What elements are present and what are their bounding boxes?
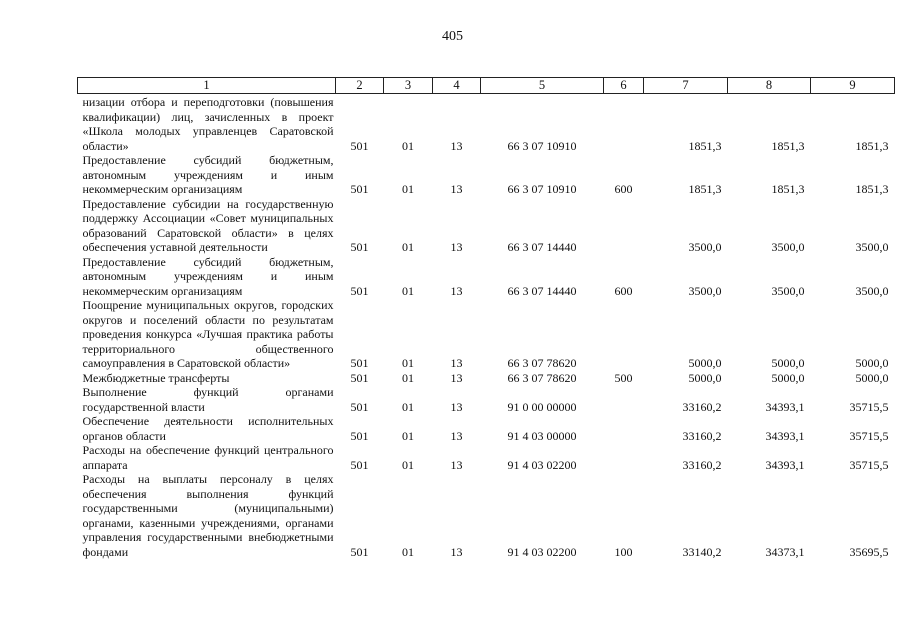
expense-type [604,94,644,154]
row-name: Поощрение муниципальных округов, городских округов и поселений области по результатам проведения конкурса «Лучшая практика работы территориального общественного самоуправления в Саратовской области» [82,298,334,370]
subsection-code: 13 [450,283,463,298]
amount-year-2: 34373,1 [765,544,805,559]
target-article: 66 3 07 78620 [507,370,577,385]
amount-year-1: 3500,0 [688,283,722,298]
section-code: 01 [402,428,414,443]
target-article: 91 4 03 02200 [507,457,577,472]
column-header: 9 [811,78,895,94]
amount-year-2: 1851,3 [771,182,805,196]
amount-year-1: 33160,2 [682,457,722,472]
column-header: 8 [728,78,811,94]
section-code: 01 [402,399,414,414]
subsection-code: 13 [450,457,463,472]
section-code: 01 [402,283,414,298]
column-header: 3 [384,78,433,94]
table-row [78,472,895,559]
table-row [78,414,895,443]
ministry-code: 501 [350,544,369,559]
expense-type: 500 [614,370,633,385]
subsection-code: 13 [450,182,463,196]
amount-year-3: 35715,5 [849,399,889,414]
row-name: Выполнение функций органами государственной власти [82,385,334,414]
column-header: 7 [644,78,728,94]
amount-year-1: 33160,2 [682,428,722,443]
amount-year-3: 5000,0 [855,370,889,385]
subsection-code: 13 [450,240,463,254]
amount-year-1: 33160,2 [682,399,722,414]
expense-type [604,298,644,371]
column-header: 6 [604,78,644,94]
ministry-code: 501 [350,370,369,385]
amount-year-1: 5000,0 [688,356,722,370]
amount-year-3: 3500,0 [855,240,889,254]
amount-year-2: 3500,0 [771,240,805,254]
amount-year-2: 1851,3 [771,138,805,153]
target-article: 66 3 07 14440 [507,283,577,298]
subsection-code: 13 [450,399,463,414]
ministry-code: 501 [350,240,369,254]
ministry-code: 501 [350,283,369,298]
subsection-code: 13 [450,138,463,153]
row-name: Межбюджетные трансферты [82,370,230,385]
expense-type [604,197,644,255]
target-article: 66 3 07 78620 [507,356,577,370]
ministry-code: 501 [350,399,369,414]
subsection-code: 13 [450,544,463,559]
target-article: 66 3 07 14440 [507,240,577,254]
subsection-code: 13 [450,370,463,385]
target-article: 66 3 07 10910 [507,138,577,153]
row-name: Расходы на выплаты персоналу в целях обеспечения выполнения функций государственными (муниципальными) органами, казенными учреждениями, органами управления государственными внебюджетными фондами [82,472,334,559]
ministry-code: 501 [350,428,369,443]
expense-type: 100 [614,544,633,559]
expense-type: 600 [614,182,633,196]
ministry-code: 501 [350,356,369,370]
table-row [78,94,895,154]
column-header: 1 [78,78,336,94]
section-code: 01 [402,240,414,254]
section-code: 01 [402,138,414,153]
table-row [78,371,895,386]
target-article: 91 4 03 00000 [507,428,577,443]
ministry-code: 501 [350,457,369,472]
target-article: 91 0 00 00000 [507,399,577,414]
section-code: 01 [402,370,414,385]
table-row [78,197,895,255]
amount-year-3: 1851,3 [855,138,889,153]
amount-year-3: 1851,3 [855,182,889,196]
section-code: 01 [402,182,414,196]
amount-year-1: 33140,2 [682,544,722,559]
expense-type [604,414,644,443]
target-article: 91 4 03 02200 [507,544,577,559]
page-number: 405 [442,29,463,44]
table-row [78,153,895,197]
amount-year-1: 1851,3 [688,138,722,153]
amount-year-2: 34393,1 [765,399,805,414]
amount-year-3: 35695,5 [849,544,889,559]
subsection-code: 13 [450,428,463,443]
amount-year-2: 5000,0 [771,370,805,385]
amount-year-1: 3500,0 [688,240,722,254]
amount-year-2: 5000,0 [771,356,805,370]
column-header: 5 [481,78,604,94]
amount-year-1: 5000,0 [688,370,722,385]
amount-year-3: 35715,5 [849,457,889,472]
expense-type [604,385,644,414]
ministry-code: 501 [350,182,369,196]
table-row [78,298,895,371]
amount-year-2: 3500,0 [771,283,805,298]
expense-type: 600 [614,283,633,298]
row-name: Расходы на обеспечение функций центрального аппарата [82,443,334,472]
table-row [78,255,895,299]
row-name: Предоставление субсидий бюджетным, автономным учреждениям и иным некоммерческим организациям [82,153,334,196]
budget-table [77,77,895,559]
section-code: 01 [402,544,414,559]
amount-year-2: 34393,1 [765,457,805,472]
amount-year-3: 5000,0 [855,356,889,370]
row-name: Предоставление субсидии на государственную поддержку Ассоциации «Совет муниципальных образований Саратовской области» в целях обеспечения уставной деятельности [82,196,334,254]
amount-year-1: 1851,3 [688,182,722,196]
column-header-row [78,78,895,94]
amount-year-3: 35715,5 [849,428,889,443]
row-name: Предоставление субсидий бюджетным, автономным учреждениям и иным некоммерческим организациям [82,254,334,298]
section-code: 01 [402,356,414,370]
subsection-code: 13 [450,356,463,370]
target-article: 66 3 07 10910 [507,182,577,196]
expense-type [604,443,644,472]
table-row [78,385,895,414]
column-header: 4 [433,78,481,94]
column-header: 2 [336,78,384,94]
section-code: 01 [402,457,414,472]
row-name: Обеспечение деятельности исполнительных органов области [82,414,334,443]
amount-year-3: 3500,0 [855,283,889,298]
row-name: низации отбора и переподготовки (повышения квалификации) лиц, зачисленных в проект «Школа молодых управленцев Саратовской области» [82,95,334,153]
amount-year-2: 34393,1 [765,428,805,443]
table-row [78,443,895,472]
ministry-code: 501 [350,138,369,153]
